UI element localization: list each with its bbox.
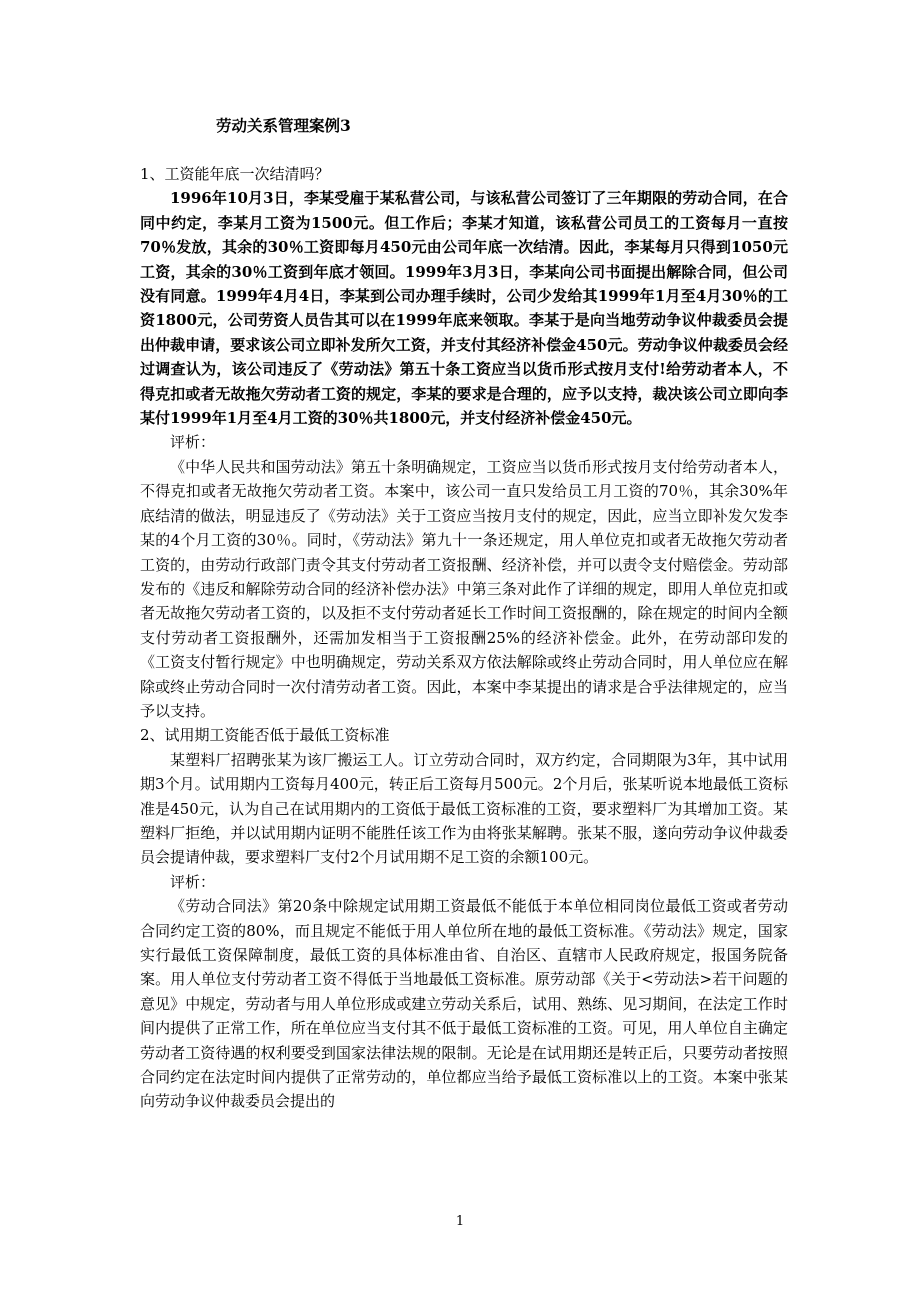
- section-2-case-text: 某塑料厂招聘张某为该厂搬运工人。订立劳动合同时，双方约定，合同期限为3年，其中试用期3个月。试用期内工资每月400元，转正后工资每月500元。2个月后，张某听说本地最低工资标准是450元，认为自己在试用期内的工资低于最低工资标准的工资，要求塑料厂为其增加工资。某塑料厂拒绝，并以试用期内证明不能胜任该工作为由将张某解聘。张某不服，遂向劳动争议仲裁委员会提请仲裁，要求塑料厂支付2个月试用期不足工资的余额100元。: [140, 750, 788, 867]
- page-number: 1: [455, 1214, 465, 1229]
- section-2-heading: 2、试用期工资能否低于最低工资标准: [140, 726, 390, 745]
- section-1-analysis-text: 《中华人民共和国劳动法》第五十条明确规定，工资应当以货币形式按月支付给劳动者本人，不得克扣或者无故拖欠劳动者工资。本案中，该公司一直只发给员工月工资的70％，其余30%年底结清的做法，明显违反了《劳动法》关于工资应当按月支付的规定，因此，应当立即补发欠发李某的4个月工资的30％。同时，《劳动法》第九十一条还规定，用人单位克扣或者无故拖欠劳动者工资的，由劳动行政部门责令其支付劳动者工资报酬、经济补偿，并可以责令支付赔偿金。劳动部发布的《违反和解除劳动合同的经济补偿办法》中第三条对此作了详细的规定，即用人单位克扣或者无故拖欠劳动者工资的，以及拒不支付劳动者延长工作时间工资报酬的，除在规定的时间内全额支付劳动者工资报酬外，还需加发相当于工资报酬25%的经济补偿金。此外，在劳动部印发的《工资支付暂行规定》中也明确规定，劳动关系双方依法解除或终止劳动合同时，用人单位应在解除或终止劳动合同时一次付清劳动者工资。因此，本案中李某提出的请求是合乎法律规定的，应当予以支持。: [140, 457, 788, 720]
- section-1-heading: 1、工资能年底一次结清吗？: [140, 165, 330, 183]
- section-2-analysis-text: 《劳动合同法》第20条中除规定试用期工资最低不能低于本单位相同岗位最低工资或者劳动合同约定工资的80%，而且规定不能低于用人单位所在地的最低工资标准。《劳动法》规定，国家实行最低工资保障制度，最低工资的具体标准由省、自治区、直辖市人民政府规定，报国务院备案。用人单位支付劳动者工资不得低于当地最低工资标准。原劳动部《关于<劳动法>若干问题的意见》中规定，劳动者与用人单位形成或建立劳动关系后，试用、熟练、见习期间，在法定工作时间内提供了正常工作，所在单位应当支付其不低于最低工资标准的工资。可见，用人单位自主确定劳动者工资待遇的权利要受到国家法律法规的限制。无论是在试用期还是转正后，只要劳动者按照合同约定在法定时间内提供了正常劳动的，单位都应当给予最低工资标准以上的工资。本案中张某向劳动争议仲裁委员会提出的: [140, 897, 788, 1111]
- section-2-analysis-label: 评析：: [170, 872, 216, 891]
- document-body: [140, 162, 788, 1114]
- section-1-analysis-label: 评析：: [170, 433, 216, 452]
- document-title: 劳动关系管理案例3: [216, 116, 351, 135]
- section-1-case-text: 1996年10月3日，李某受雇于某私营公司，与该私营公司签订了三年期限的劳动合同，在合同中约定，李某月工资为1500元。但工作后；李某才知道，该私营公司员工的工资每月一直按70％发放，其余的30％工资即每月450元由公司年底一次结清。因此，李某每月只得到1050元工资，其余的30％工资到年底才领回。1999年3月3日，李某向公司书面提出解除合同，但公司没有同意。1999年4月4日，李某到公司办理手续时，公司少发给其1999年1月至4月30％的工资1800元，公司劳资人员告其可以在1999年底来领取。李某于是向当地劳动争议仲裁委员会提出仲裁申请，要求该公司立即补发所欠工资，并支付其经济补偿金450元。劳动争议仲裁委员会经过调查认为，该公司违反了《劳动法》第五十条工资应当以货币形式按月支付!给劳动者本人，不得克扣或者无故拖欠劳动者工资的规定，李某的要求是合理的，应予以支持，裁决该公司立即向李某付1999年1月至4月工资的30％共1800元，并支付经济补偿金450元。: [140, 189, 788, 428]
